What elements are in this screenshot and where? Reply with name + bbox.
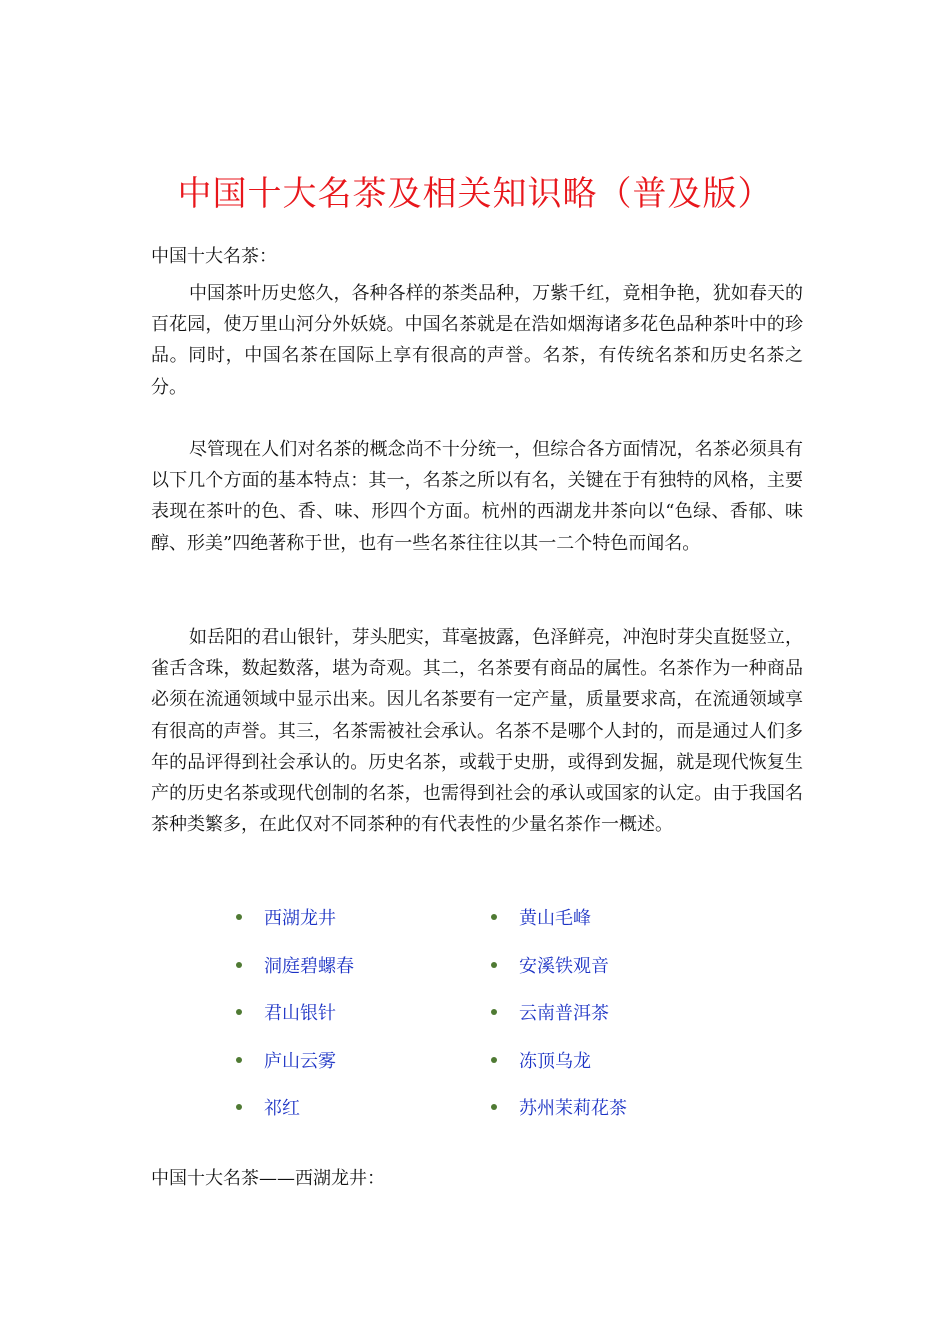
paragraph-2: 尽管现在人们对名茶的概念尚不十分统一，但综合各方面情况，名茶必须具有以下几个方面的基本特点：其一，名茶之所以有名，关键在于有独特的风格，主要表现在茶叶的色、香、味、形四个方面。杭州的西湖龙井茶向以“色绿、香郁、味醇、形美”四绝著称于世，也有一些名茶往往以其一二个特色而闻名。 bbox=[151, 439, 803, 554]
bullet-icon bbox=[236, 1057, 242, 1063]
list-item bbox=[485, 948, 750, 982]
section-heading-xihu-longjing: 中国十大名茶——西湖龙井： bbox=[151, 1168, 385, 1189]
tea-link-suzhou-jasmine[interactable]: 苏州茉莉花茶 bbox=[519, 1098, 627, 1119]
list-item bbox=[230, 1090, 485, 1124]
tea-link-yunnan-puer[interactable]: 云南普洱茶 bbox=[519, 1003, 609, 1024]
bullet-icon bbox=[236, 962, 242, 968]
bullet-icon bbox=[491, 914, 497, 920]
bullet-icon bbox=[491, 1104, 497, 1110]
list-item bbox=[485, 995, 750, 1029]
tea-link-anxi-tieguanyin[interactable]: 安溪铁观音 bbox=[519, 955, 609, 977]
document-title: 中国十大名茶及相关知识略（普及版） bbox=[177, 174, 773, 214]
bullet-icon bbox=[491, 1057, 497, 1063]
list-item bbox=[485, 1043, 750, 1077]
list-item bbox=[485, 1090, 750, 1124]
list-item bbox=[230, 948, 485, 982]
list-item bbox=[230, 1043, 485, 1077]
tea-link-huangshan-maofeng[interactable]: 黄山毛峰 bbox=[519, 908, 591, 929]
tea-link-qihong[interactable]: 祁红 bbox=[264, 1098, 300, 1119]
section-heading-top-ten: 中国十大名茶： bbox=[151, 246, 277, 267]
tea-link-xihu-longjing[interactable]: 西湖龙井 bbox=[264, 908, 336, 929]
tea-link-lushan-yunwu[interactable]: 庐山云雾 bbox=[264, 1050, 336, 1072]
bullet-icon bbox=[491, 1009, 497, 1015]
list-item bbox=[485, 900, 750, 934]
bullet-icon bbox=[236, 1009, 242, 1015]
bullet-icon bbox=[236, 1104, 242, 1110]
tea-link-junshan-yinzhen[interactable]: 君山银针 bbox=[264, 1003, 336, 1024]
list-item bbox=[230, 995, 485, 1029]
tea-link-dongding-oolong[interactable]: 冻顶乌龙 bbox=[519, 1050, 591, 1072]
paragraph-3: 如岳阳的君山银针，芽头肥实，茸毫披露，色泽鲜亮，冲泡时芽尖直挺竖立，雀舌含珠，数起数落，堪为奇观。其二，名茶要有商品的属性。名茶作为一种商品必须在流通领域中显示出来。因儿名茶要有一定产量，质量要求高，在流通领域享有很高的声誉。其三，名茶需被社会承认。名茶不是哪个人封的，而是通过人们多年的品评得到社会承认的。历史名茶，或载于史册，或得到发掘，就是现代恢复生产的历史名茶或现代创制的名茶，也需得到社会的承认或国家的认定。由于我国名茶种类繁多，在此仅对不同茶种的有代表性的少量名茶作一概述。 bbox=[151, 627, 803, 836]
paragraph-1: 中国茶叶历史悠久，各种各样的茶类品种，万紫千红，竟相争艳，犹如春天的百花园，使万里山河分外妖娆。中国名茶就是在浩如烟海诸多花色品种茶叶中的珍品。同时，中国名茶在国际上享有很高的声誉。名茶，有传统名茶和历史名茶之分。 bbox=[151, 283, 803, 398]
list-item bbox=[230, 900, 485, 934]
tea-link-dongting-biluochun[interactable]: 洞庭碧螺春 bbox=[264, 955, 354, 977]
tea-list bbox=[230, 900, 750, 1138]
bullet-icon bbox=[491, 962, 497, 968]
bullet-icon bbox=[236, 914, 242, 920]
